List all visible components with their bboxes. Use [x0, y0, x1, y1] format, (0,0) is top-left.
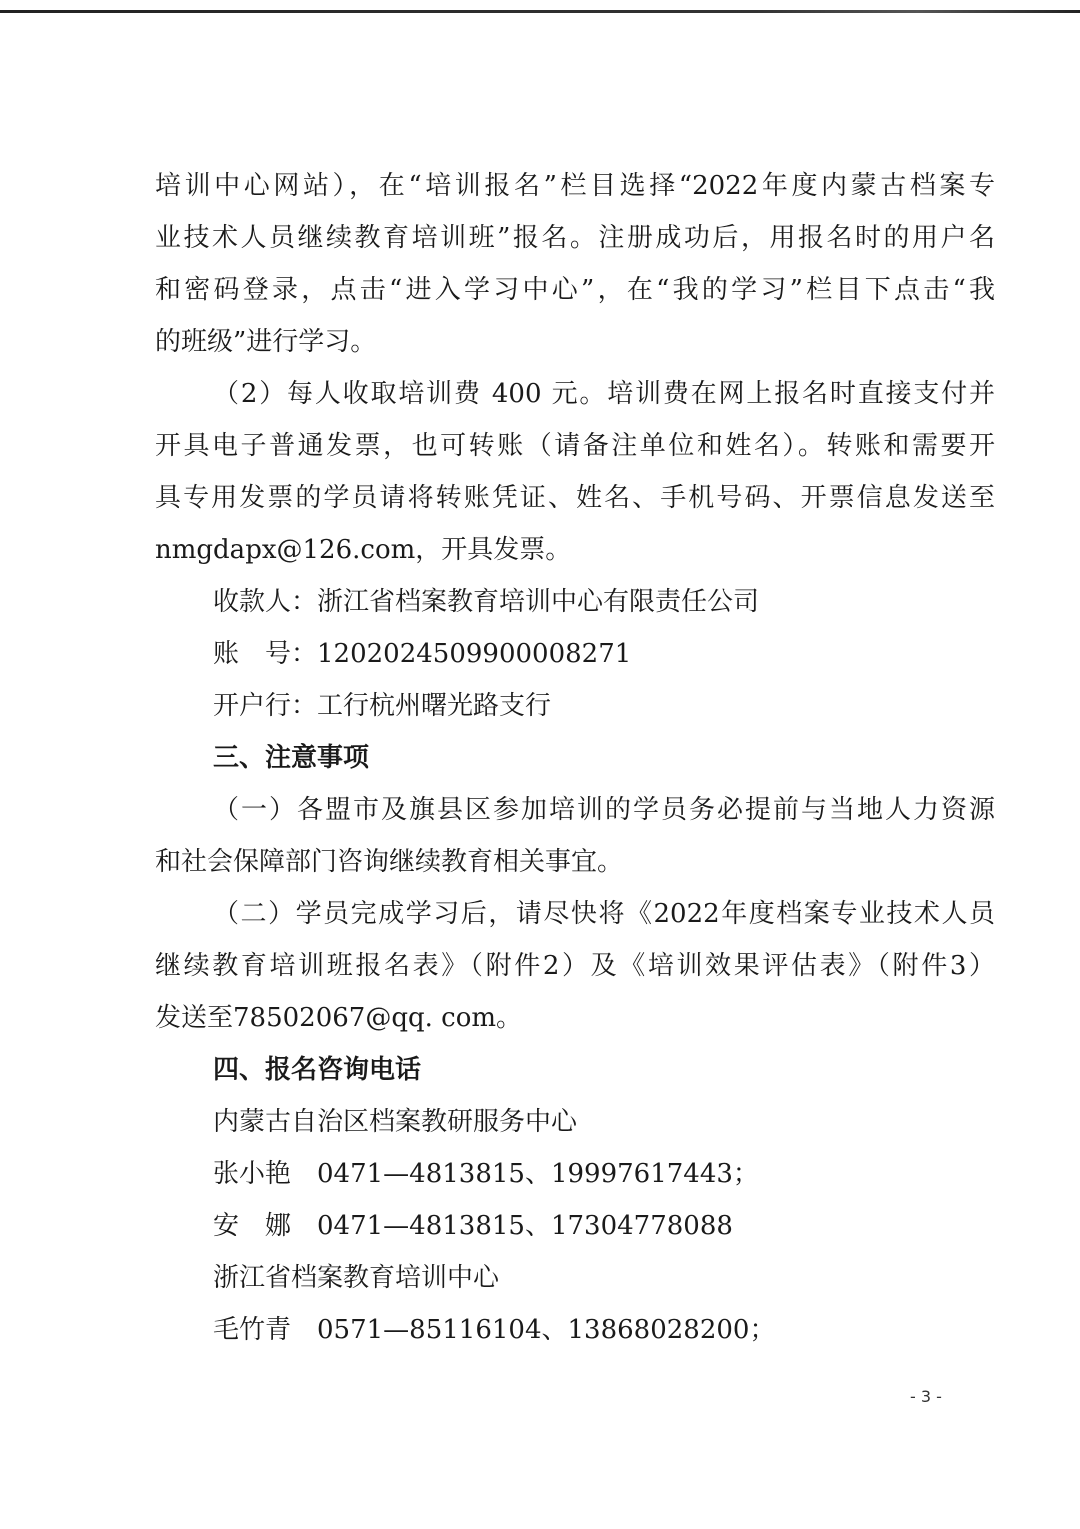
body-line: （二）学员完成学习后，请尽快将《2022年度档案专业技术人员 [213, 899, 995, 929]
page-number: - 3 - [910, 1387, 942, 1406]
body-line: 和密码登录，点击“进入学习中心”，在“我的学习”栏目下点击“我 [155, 275, 995, 305]
header-rule [0, 10, 1080, 13]
section-heading: 四、报名咨询电话 [213, 1055, 422, 1085]
body-line: 具专用发票的学员请将转账凭证、姓名、手机号码、开票信息发送至 [155, 483, 995, 513]
organization-line: 内蒙古自治区档案教研服务中心 [213, 1107, 578, 1137]
body-line: 培训中心网站），在“培训报名”栏目选择“2022年度内蒙古档案专 [155, 171, 995, 201]
body-line: 发送至78502067@qq. com。 [155, 1003, 523, 1033]
body-line: 开具电子普通发票，也可转账（请备注单位和姓名）。转账和需要开 [155, 431, 995, 461]
body-line: 业技术人员继续教育培训班”报名。注册成功后，用报名时的用户名 [155, 223, 995, 253]
body-line: 的班级”进行学习。 [155, 327, 377, 357]
contact-line: 安 娜 0471—4813815、17304778088 [213, 1211, 733, 1241]
organization-line: 浙江省档案教育培训中心 [213, 1263, 500, 1293]
account-line: 账 号：1202024509900008271 [213, 639, 632, 669]
contact-line: 毛竹青 0571—85116104、13868028200； [213, 1315, 776, 1345]
section-heading: 三、注意事项 [213, 743, 370, 773]
bank-line: 开户行：工行杭州曙光路支行 [213, 691, 552, 721]
body-line: 继续教育培训班报名表》（附件2）及《培训效果评估表》（附件3） [155, 951, 995, 981]
body-line: （2）每人收取培训费 400 元。培训费在网上报名时直接支付并 [213, 379, 995, 409]
contact-line: 张小艳 0471—4813815、19997617443； [213, 1159, 759, 1189]
body-line: （一）各盟市及旗县区参加培训的学员务必提前与当地人力资源 [213, 795, 995, 825]
payee-line: 收款人：浙江省档案教育培训中心有限责任公司 [213, 587, 760, 617]
body-line: nmgdapx@126.com，开具发票。 [155, 535, 572, 565]
body-line: 和社会保障部门咨询继续教育相关事宜。 [155, 847, 624, 877]
document-body [155, 160, 995, 1356]
